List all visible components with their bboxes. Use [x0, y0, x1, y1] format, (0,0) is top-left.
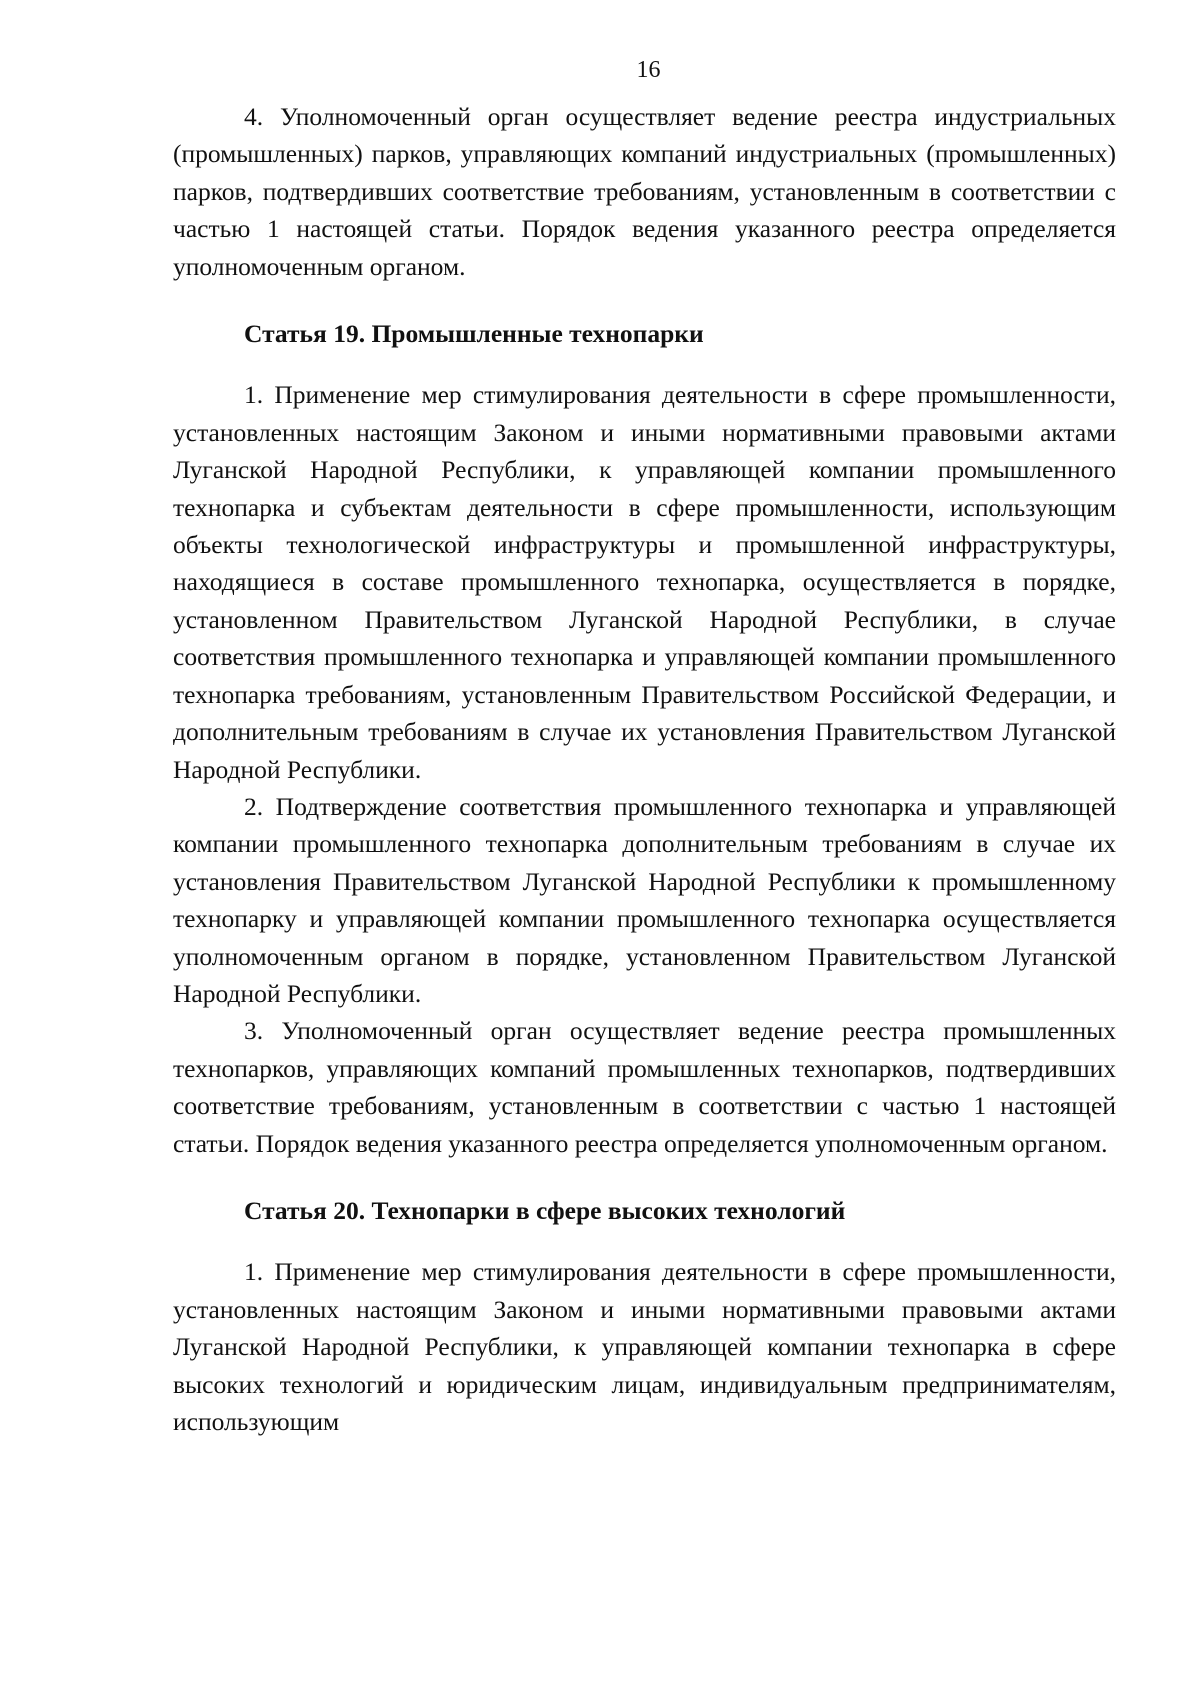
heading-article-19: Статья 19. Промышленные технопарки — [244, 319, 704, 349]
document-page — [173, 54, 1116, 1440]
paragraph-article-19-part-2: 2. Подтверждение соответствия промышленного технопарка и управляющей компании промышленного технопарка дополнительным требованиям в случае их установления Правительством Луганской Народной Республики к промышленному технопарку и управляющей компании промышленного технопарка осуществляется уполномоченным органом в порядке, установленном Правительством Луганской Народной Республики. — [173, 791, 1116, 1008]
page-number: 16 — [636, 57, 661, 83]
paragraph-article-19-part-3: 3. Уполномоченный орган осуществляет ведение реестра промышленных технопарков, управляющих компаний промышленных технопарков, подтвердивших соответствие требованиям, установленным в соответствии с частью 1 настоящей статьи. Порядок ведения указанного реестра определяется уполномоченным органом. — [173, 1016, 1116, 1158]
heading-article-20: Статья 20. Технопарки в сфере высоких технологий — [244, 1195, 846, 1225]
paragraph-article-19-part-1: 1. Применение мер стимулирования деятельности в сфере промышленности, установленных настоящим Законом и иными нормативными правовыми актами Луганской Народной Республики, к управляющей компании промышленного технопарка и субъектам деятельности в сфере промышленности, использующим объекты технологической инфраструктуры и промышленной инфраструктуры, находящиеся в составе промышленного технопарка, осуществляется в порядке, установленном Правительством Луганской Народной Республики, в случае соответствия промышленного технопарка и управляющей компании промышленного технопарка требованиям, установленным Правительством Российской Федерации, и дополнительным требованиям в случае их установления Правительством Луганской Народной Республики. — [173, 380, 1116, 784]
paragraph-article-20-part-1: 1. Применение мер стимулирования деятельности в сфере промышленности, установленных настоящим Законом и иными нормативными правовыми актами Луганской Народной Республики, к управляющей компании технопарка в сфере высоких технологий и юридическим лицам, индивидуальным предпринимателям, использующим — [173, 1257, 1116, 1436]
paragraph-article-18-part-4: 4. Уполномоченный орган осуществляет ведение реестра индустриальных (промышленных) парков, управляющих компаний индустриальных (промышленных) парков, подтвердивших соответствие требованиям, установленным в соответствии с частью 1 настоящей статьи. Порядок ведения указанного реестра определяется уполномоченным органом. — [173, 102, 1116, 281]
